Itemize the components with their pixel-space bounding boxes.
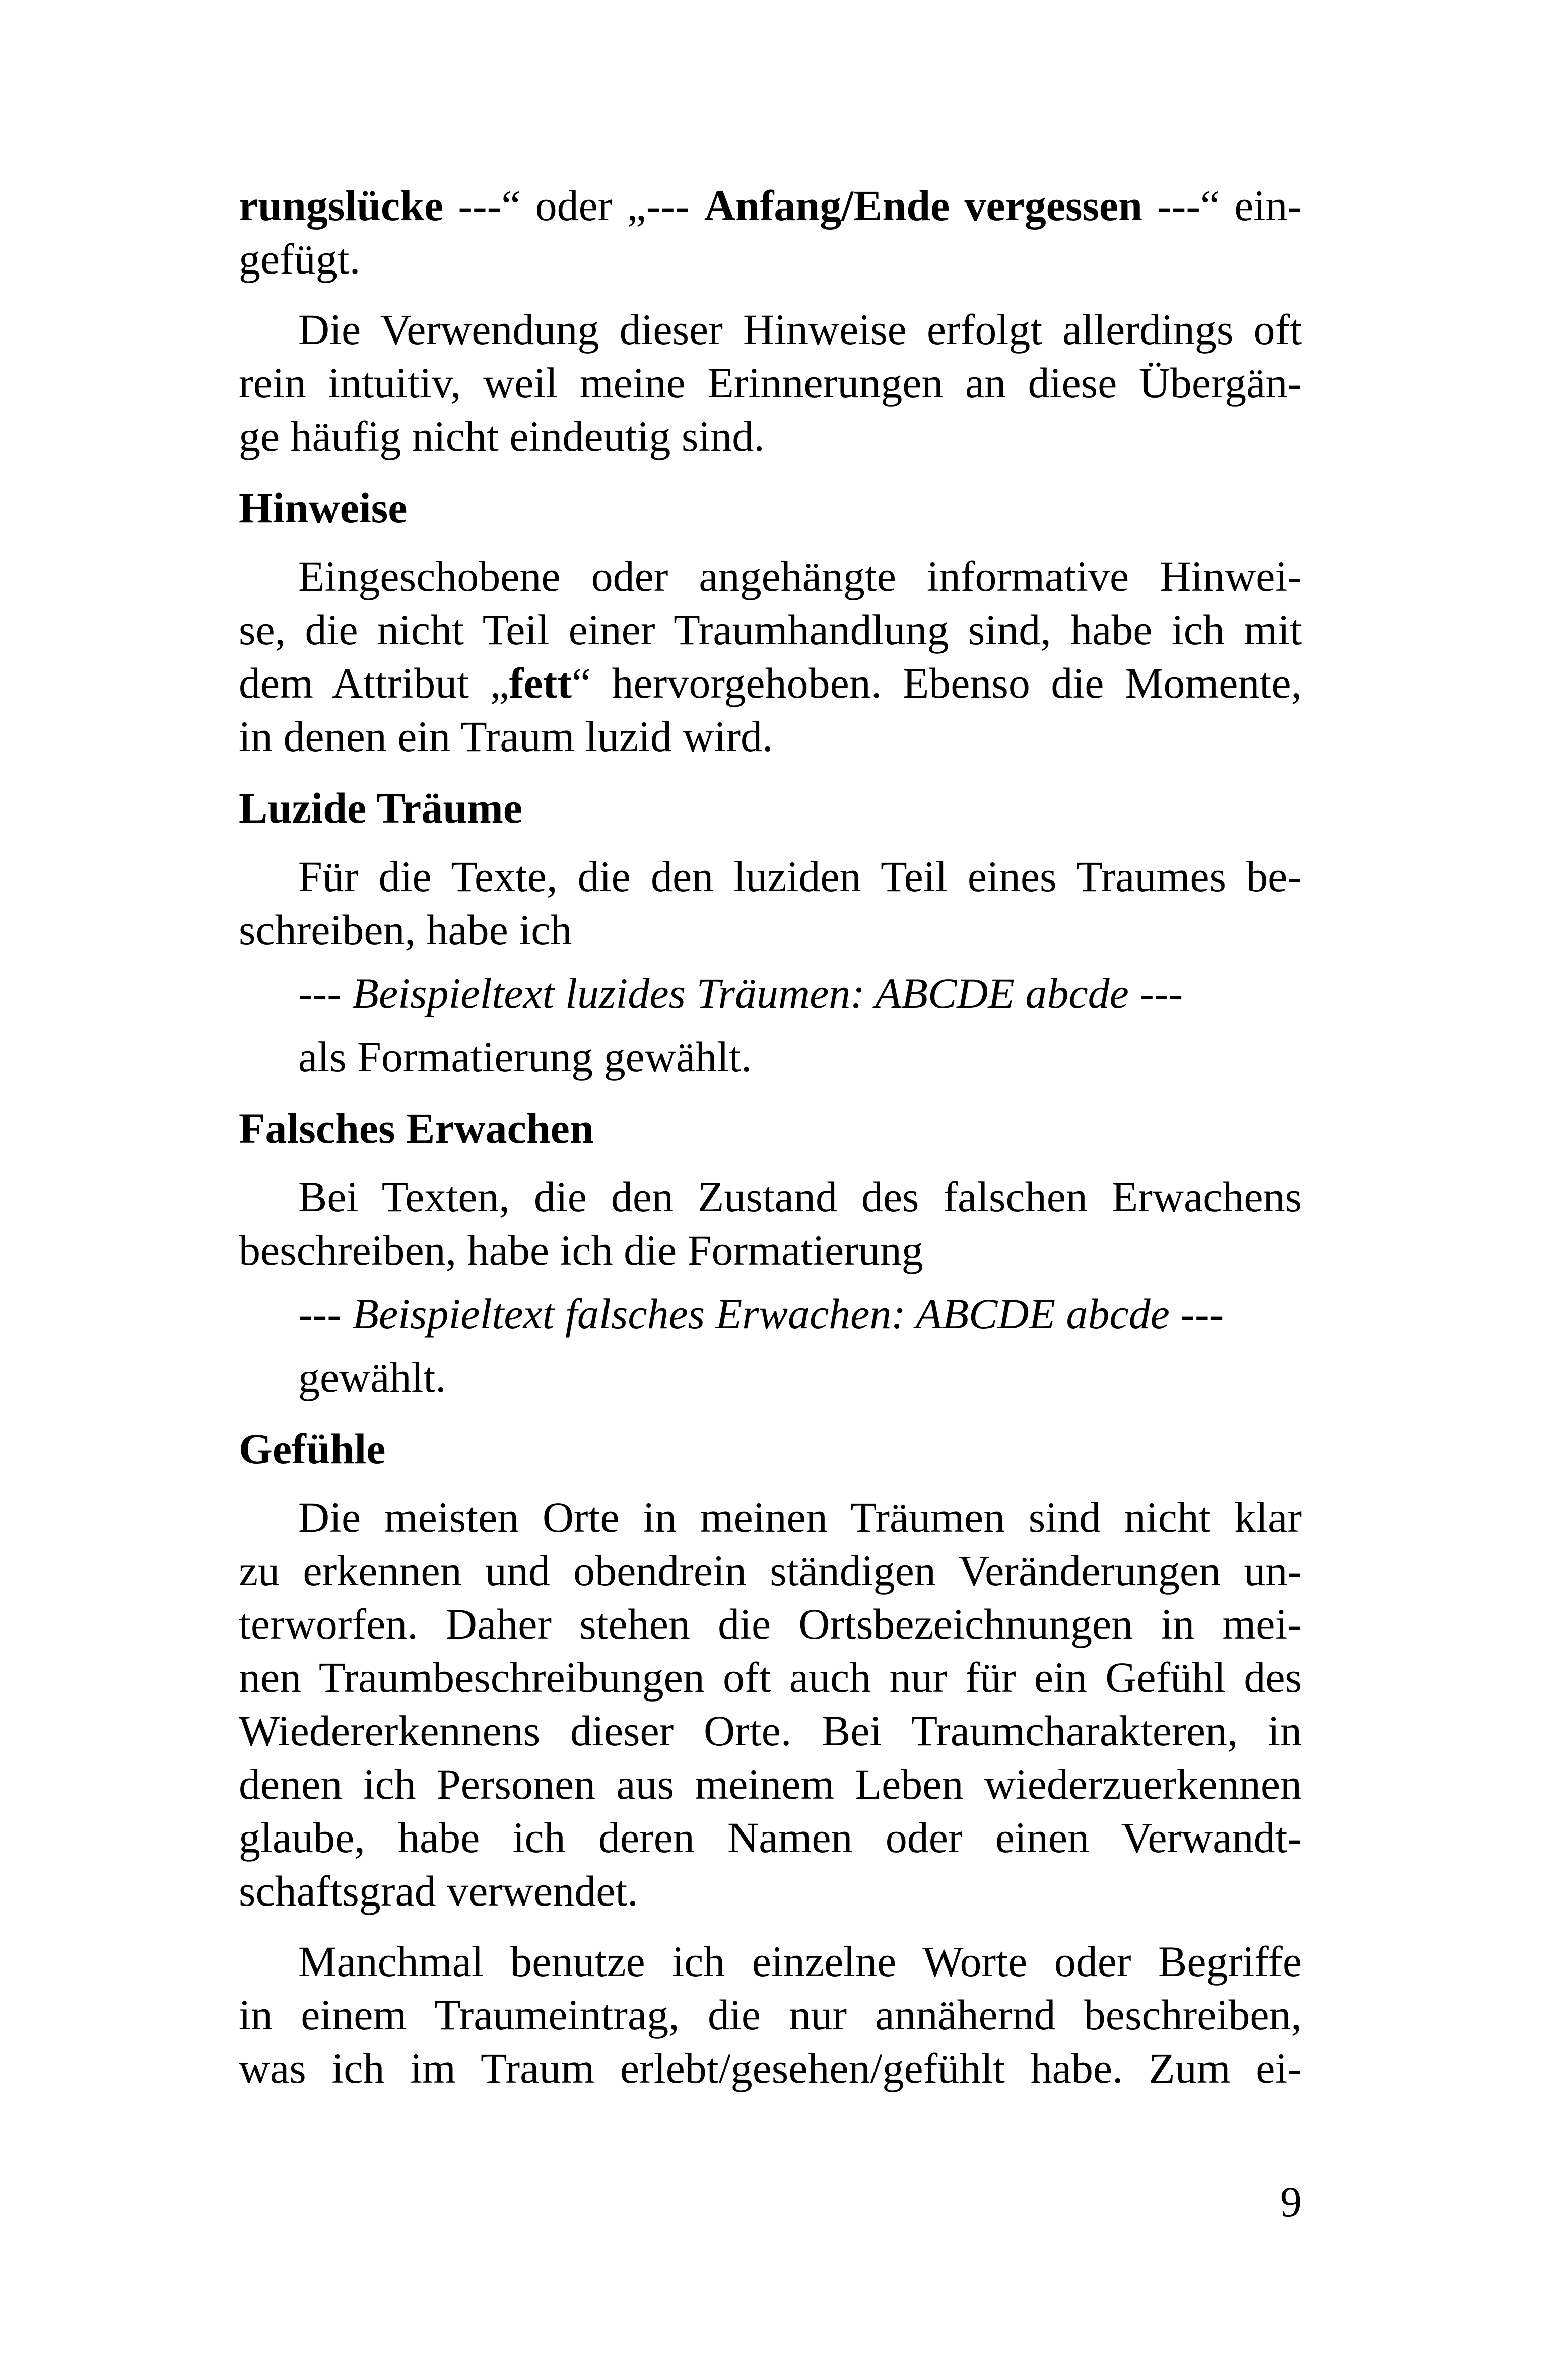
falsches-after: gewählt. xyxy=(298,1353,446,1401)
intro-paragraph xyxy=(239,303,1302,463)
hinweise-line: Eingeschobene oder angehängte informative Hinwei- xyxy=(298,552,1302,600)
book-page xyxy=(239,179,1302,2095)
heading-luzide-traeume: Luzide Träume xyxy=(239,784,522,832)
hinweise-line: in denen ein Traum luzid wird. xyxy=(239,712,773,761)
hinweise-line: se, die nicht Teil einer Traumhandlung sind, habe ich mit xyxy=(239,605,1302,654)
gefuehle-line: Die meisten Orte in meinen Träumen sind nicht klar xyxy=(298,1493,1302,1541)
bold-fett: fett xyxy=(509,659,572,707)
gefuehle-line: terworfen. Daher stehen die Ortsbezeichnungen in mei- xyxy=(239,1600,1302,1648)
luzide-paragraph xyxy=(239,850,1302,957)
intro-para-line: Die Verwendung dieser Hinweise erfolgt allerdings oft xyxy=(298,305,1302,354)
gefuehle-line: nen Traumbeschreibungen oft auch nur für ein Gefühl des xyxy=(239,1653,1302,1702)
luzide-line: schreiben, habe ich xyxy=(239,906,572,954)
gefuehle-line: zu erkennen und obendrein ständigen Veränderungen un- xyxy=(239,1546,1302,1595)
hinweise-paragraph xyxy=(239,550,1302,763)
falsches-paragraph xyxy=(239,1170,1302,1277)
luzide-after: als Formatierung gewählt. xyxy=(298,1033,752,1081)
gefuehle-line: in einem Traumeintrag, die nur annähernd beschreiben, xyxy=(239,1991,1302,2039)
gefuehle-line: denen ich Personen aus meinem Leben wiederzuerkennen xyxy=(239,1760,1302,1808)
heading-falsches-erwachen: Falsches Erwachen xyxy=(239,1104,594,1152)
heading-hinweise: Hinweise xyxy=(239,484,408,532)
intro-bold-rungsluecke: rungslücke xyxy=(239,181,444,230)
gefuehle-line: Manchmal benutze ich einzelne Worte oder Begriffe xyxy=(298,1937,1302,1986)
gefuehle-line: glaube, habe ich deren Namen oder einen Verwandt- xyxy=(239,1813,1302,1862)
gefuehle-line: was ich im Traum erlebt/gesehen/gefühlt habe. Zum ei- xyxy=(239,2044,1302,2092)
falsches-sample-text: --- Beispieltext falsches Erwachen: ABCDE abcde --- xyxy=(298,1289,1224,1338)
gefuehle-paragraph-1 xyxy=(239,1490,1302,1918)
luzide-sample-text: --- Beispieltext luzides Träumen: ABCDE abcde --- xyxy=(298,969,1183,1017)
page-number: 9 xyxy=(1280,2178,1302,2226)
intro-bold-anfang-ende: Anfang/Ende vergessen xyxy=(704,181,1142,230)
heading-gefuehle: Gefühle xyxy=(239,1424,386,1473)
intro-line-1: rungslücke ---“ oder „--- Anfang/Ende vergessen ---“ ein- xyxy=(239,181,1302,230)
intro-para-line: ge häufig nicht eindeutig sind. xyxy=(239,412,765,460)
luzide-line: Für die Texte, die den luziden Teil eines Traumes be- xyxy=(298,852,1302,901)
hinweise-line: dem Attribut „fett“ hervorgehoben. Ebenso die Momente, xyxy=(239,659,1302,707)
gefuehle-paragraph-2 xyxy=(239,1935,1302,2095)
intro-para-line: rein intuitiv, weil meine Erinnerungen an diese Übergän- xyxy=(239,359,1302,407)
intro-line-2: gefügt. xyxy=(239,235,361,283)
gefuehle-line: Wiedererkennens dieser Orte. Bei Traumcharakteren, in xyxy=(239,1707,1302,1755)
gefuehle-line: schaftsgrad verwendet. xyxy=(239,1867,638,1915)
falsches-line: beschreiben, habe ich die Formatierung xyxy=(239,1226,923,1274)
falsches-line: Bei Texten, die den Zustand des falschen Erwachens xyxy=(298,1173,1302,1221)
